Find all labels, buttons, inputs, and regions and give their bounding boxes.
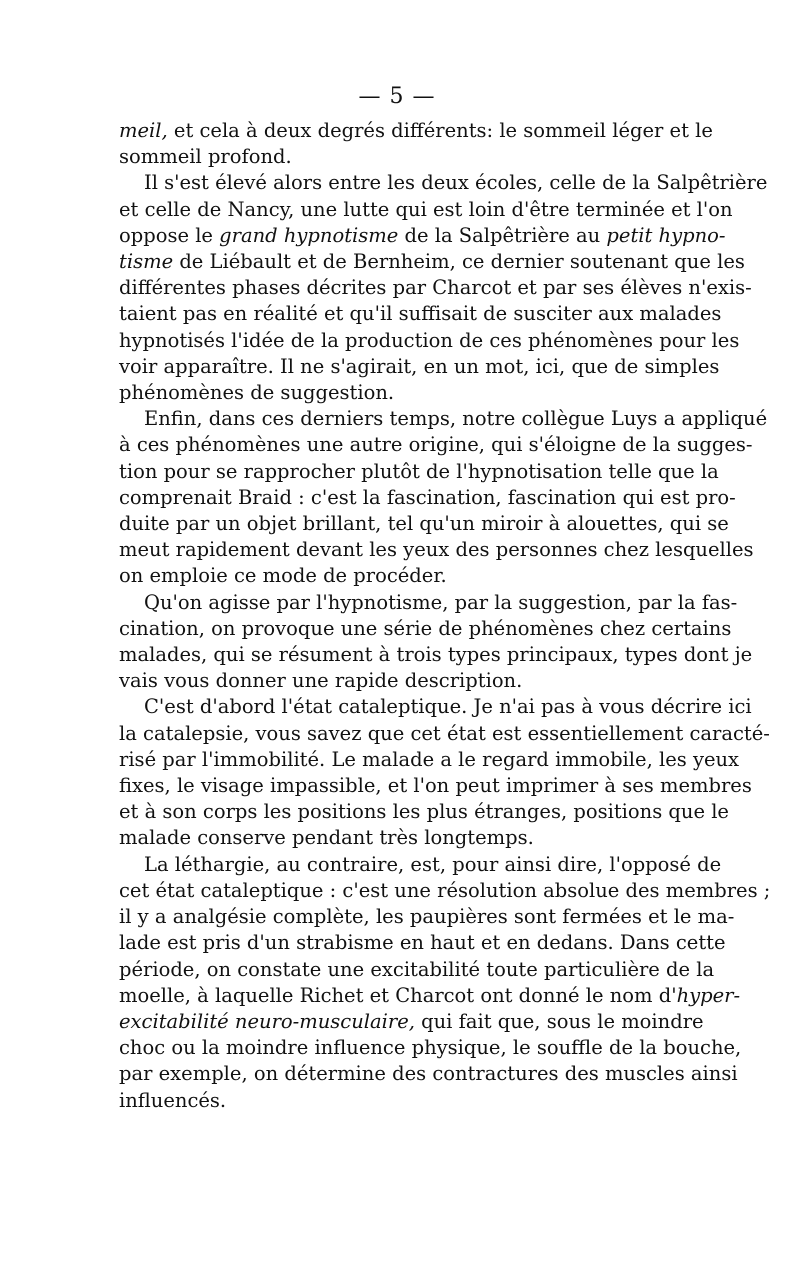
text-segment: on emploie ce mode de procéder. xyxy=(119,564,447,588)
paragraph xyxy=(119,694,770,851)
text-segment: sommeil profond. xyxy=(119,145,292,169)
text-segment: malades, qui se résument à trois types principaux, types dont je xyxy=(119,643,753,667)
text-line xyxy=(119,1088,675,1114)
text-segment: oppose le xyxy=(119,223,220,247)
italic-segment: grand hypnotisme xyxy=(219,223,399,247)
text-line xyxy=(119,118,713,144)
text-line xyxy=(119,721,770,747)
text-line xyxy=(119,563,675,589)
text-segment: meut rapidement devant les yeux des personnes chez lesquelles xyxy=(119,538,754,562)
text-segment: La léthargie, au contraire, est, pour ainsi dire, l'opposé de xyxy=(144,852,722,876)
text-segment: vais vous donner une rapide description. xyxy=(119,669,523,693)
text-line xyxy=(119,590,738,616)
text-segment: il y a analgésie complète, les paupières sont fermées et le ma- xyxy=(119,905,735,929)
text-line xyxy=(119,432,753,458)
text-line xyxy=(119,537,754,563)
text-line xyxy=(119,406,768,432)
text-line xyxy=(119,852,722,878)
paragraph xyxy=(119,406,768,589)
text-line xyxy=(119,249,745,275)
book-page xyxy=(119,82,771,1114)
text-segment: cet état cataleptique : c'est une résolution absolue des membres ; xyxy=(119,878,771,902)
text-line xyxy=(119,223,726,249)
italic-segment: petit hypno- xyxy=(606,223,726,247)
text-line xyxy=(119,983,741,1009)
text-segment: influencés. xyxy=(119,1088,227,1112)
text-line xyxy=(119,485,736,511)
text-segment: fixes, le visage impassible, et l'on peut imprimer à ses membres xyxy=(119,774,752,798)
text-line xyxy=(119,957,715,983)
text-segment: duite par un objet brillant, tel qu'un miroir à alouettes, qui se xyxy=(119,512,729,536)
text-line xyxy=(119,275,752,301)
text-line xyxy=(119,904,735,930)
text-line xyxy=(119,799,729,825)
text-segment: tion pour se rapprocher plutôt de l'hypnotisation telle que la xyxy=(119,459,719,483)
text-segment: moelle, à laquelle Richet et Charcot ont donné le nom d' xyxy=(119,983,677,1007)
text-segment: période, on constate une excitabilité toute particulière de la xyxy=(119,957,715,981)
text-segment: et celle de Nancy, une lutte qui est loin d'être terminée et l'on xyxy=(119,197,733,221)
text-segment: malade conserve pendant très longtemps. xyxy=(119,826,534,850)
text-line xyxy=(119,825,675,851)
text-line xyxy=(119,197,733,223)
text-segment: et à son corps les positions les plus étranges, positions que le xyxy=(119,800,729,824)
text-segment: par exemple, on détermine des contractures des muscles ainsi xyxy=(119,1062,738,1086)
text-line xyxy=(119,642,753,668)
text-line xyxy=(119,1035,742,1061)
text-line xyxy=(119,930,726,956)
text-segment: C'est d'abord l'état cataleptique. Je n'ai pas à vous décrire ici xyxy=(144,695,752,719)
text-line xyxy=(119,511,729,537)
text-line xyxy=(119,354,720,380)
text-segment: cination, on provoque une série de phénomènes chez certains xyxy=(119,616,732,640)
text-line xyxy=(119,144,675,170)
text-line xyxy=(119,616,732,642)
text-segment: phénomènes de suggestion. xyxy=(119,381,395,405)
text-line xyxy=(119,170,768,196)
text-segment: de Liébault et de Bernheim, ce dernier soutenant que les xyxy=(173,250,745,274)
italic-segment: excitabilité neuro-musculaire, xyxy=(119,1009,415,1033)
italic-segment: tisme xyxy=(119,250,174,274)
text-segment: la catalepsie, vous savez que cet état est essentiellement caracté- xyxy=(119,721,770,745)
text-line xyxy=(119,301,722,327)
text-segment: différentes phases décrites par Charcot et par ses élèves n'exis- xyxy=(119,276,752,300)
page-number: — 5 — xyxy=(358,84,436,109)
text-segment: comprenait Braid : c'est la fascination, fascination qui est pro- xyxy=(119,485,736,509)
text-segment: de la Salpêtrière au xyxy=(398,223,607,247)
paragraph xyxy=(119,118,713,170)
text-segment: Il s'est élevé alors entre les deux écoles, celle de la Salpêtrière xyxy=(144,171,768,195)
paragraph xyxy=(119,590,753,695)
text-line xyxy=(119,773,752,799)
italic-segment: hyper- xyxy=(676,983,741,1007)
text-segment: hypnotisés l'idée de la production de ces phénomènes pour les xyxy=(119,328,740,352)
text-line xyxy=(119,459,719,485)
text-line xyxy=(119,694,752,720)
text-segment: lade est pris d'un strabisme en haut et en dedans. Dans cette xyxy=(119,931,726,955)
text-segment: et cela à deux degrés différents: le sommeil léger et le xyxy=(167,119,713,142)
text-line xyxy=(119,1061,738,1087)
text-segment: taient pas en réalité et qu'il suffisait de susciter aux malades xyxy=(119,302,722,326)
text-segment: risé par l'immobilité. Le malade a le regard immobile, les yeux xyxy=(119,747,740,771)
text-segment: Qu'on agisse par l'hypnotisme, par la suggestion, par la fas- xyxy=(144,590,738,614)
paragraph xyxy=(119,852,771,1114)
text-line xyxy=(119,668,675,694)
text-segment: qui fait que, sous le moindre xyxy=(414,1009,704,1033)
text-line xyxy=(119,380,675,406)
body-text xyxy=(119,118,771,1114)
paragraph xyxy=(119,170,768,406)
text-line xyxy=(119,747,740,773)
text-segment: voir apparaître. Il ne s'agirait, en un mot, ici, que de simples xyxy=(119,354,720,378)
text-segment: Enfin, dans ces derniers temps, notre collègue Luys a appliqué xyxy=(144,407,768,431)
text-line xyxy=(119,878,771,904)
text-segment: à ces phénomènes une autre origine, qui s'éloigne de la sugges- xyxy=(119,433,753,457)
text-segment: choc ou la moindre influence physique, le souffle de la bouche, xyxy=(119,1036,742,1060)
text-line xyxy=(119,328,740,354)
italic-segment: meil, xyxy=(119,119,168,142)
text-line xyxy=(119,1009,704,1035)
